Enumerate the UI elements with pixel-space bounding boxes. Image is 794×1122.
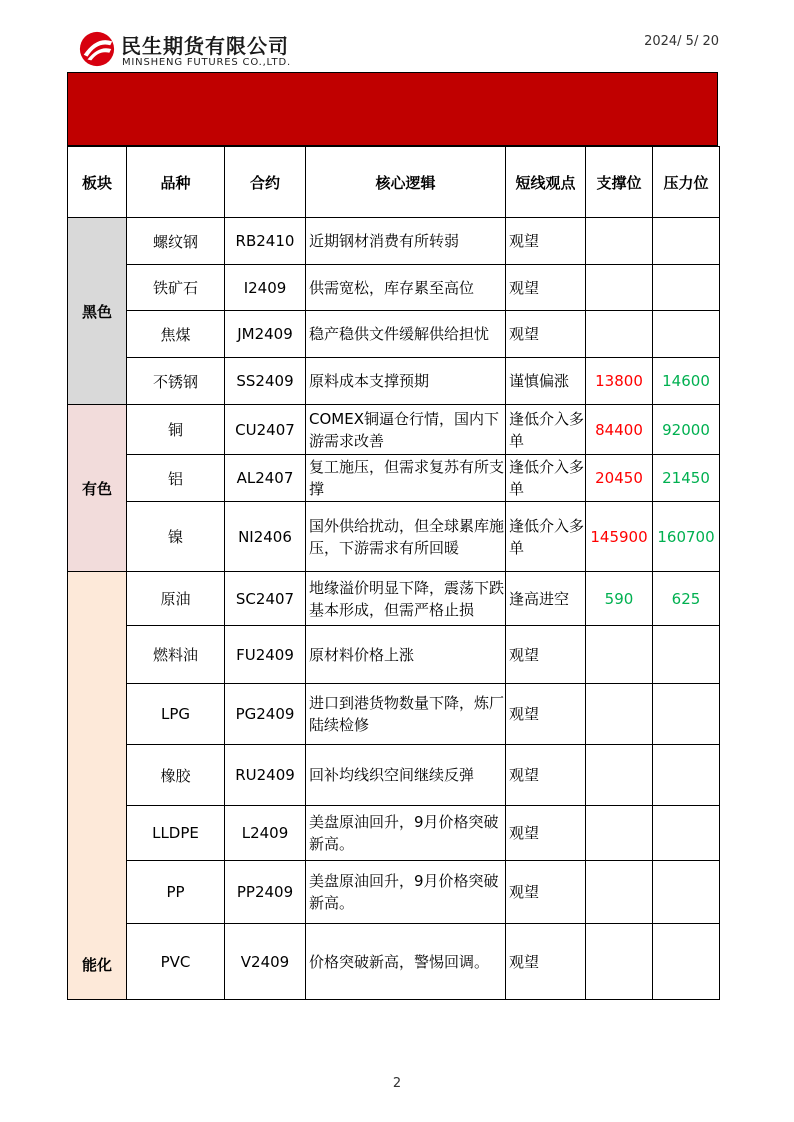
support-cell bbox=[586, 626, 653, 684]
table-row bbox=[68, 745, 720, 806]
logic-cell: 原材料价格上涨 bbox=[306, 626, 506, 684]
support-cell bbox=[586, 924, 653, 1000]
table-row bbox=[68, 311, 720, 358]
contract-cell: SC2407 bbox=[225, 572, 306, 626]
resistance-cell: 14600 bbox=[653, 358, 720, 405]
table-row bbox=[68, 684, 720, 745]
resistance-cell bbox=[653, 924, 720, 1000]
variety-cell: 铝 bbox=[127, 455, 225, 502]
resistance-cell: 21450 bbox=[653, 455, 720, 502]
view-cell: 观望 bbox=[506, 924, 586, 1000]
view-cell: 逢低介入多单 bbox=[506, 502, 586, 572]
logic-cell: 回补均线织空间继续反弹 bbox=[306, 745, 506, 806]
table-row bbox=[68, 626, 720, 684]
contract-cell: SS2409 bbox=[225, 358, 306, 405]
variety-cell: PP bbox=[127, 861, 225, 924]
contract-cell: FU2409 bbox=[225, 626, 306, 684]
contract-cell: NI2406 bbox=[225, 502, 306, 572]
logic-cell: COMEX铜逼仓行情，国内下游需求改善 bbox=[306, 405, 506, 455]
support-cell: 20450 bbox=[586, 455, 653, 502]
logic-cell: 稳产稳供文件缓解供给担忧 bbox=[306, 311, 506, 358]
page-number: 2 bbox=[392, 1076, 402, 1091]
view-cell: 观望 bbox=[506, 311, 586, 358]
variety-cell: LPG bbox=[127, 684, 225, 745]
support-cell bbox=[586, 684, 653, 745]
minsheng-logo-icon bbox=[78, 30, 116, 68]
resistance-cell: 625 bbox=[653, 572, 720, 626]
variety-cell: 不锈钢 bbox=[127, 358, 225, 405]
support-cell bbox=[586, 265, 653, 311]
table-row bbox=[68, 806, 720, 861]
support-cell bbox=[586, 745, 653, 806]
support-cell bbox=[586, 311, 653, 358]
logic-cell: 复工施压，但需求复苏有所支撑 bbox=[306, 455, 506, 502]
resistance-cell bbox=[653, 626, 720, 684]
variety-cell: 铜 bbox=[127, 405, 225, 455]
table-header-row bbox=[68, 147, 720, 218]
resistance-cell bbox=[653, 265, 720, 311]
view-cell: 观望 bbox=[506, 861, 586, 924]
logic-cell: 近期钢材消费有所转弱 bbox=[306, 218, 506, 265]
contract-cell: L2409 bbox=[225, 806, 306, 861]
view-cell: 观望 bbox=[506, 218, 586, 265]
variety-cell: 铁矿石 bbox=[127, 265, 225, 311]
company-name-en: MINSHENG FUTURES CO.,LTD. bbox=[122, 57, 291, 68]
sector-black: 黑色 bbox=[68, 218, 127, 405]
contract-cell: RB2410 bbox=[225, 218, 306, 265]
table-row bbox=[68, 218, 720, 265]
view-cell: 观望 bbox=[506, 745, 586, 806]
view-cell: 逢高进空 bbox=[506, 572, 586, 626]
red-banner bbox=[67, 72, 718, 146]
view-cell: 谨慎偏涨 bbox=[506, 358, 586, 405]
contract-cell: PG2409 bbox=[225, 684, 306, 745]
contract-cell: I2409 bbox=[225, 265, 306, 311]
column-header-support: 支撑位 bbox=[586, 147, 653, 218]
table-row bbox=[68, 358, 720, 405]
sector-energy-chem: 能化 bbox=[68, 572, 127, 1000]
table-row bbox=[68, 502, 720, 572]
view-cell: 观望 bbox=[506, 806, 586, 861]
variety-cell: 焦煤 bbox=[127, 311, 225, 358]
contract-cell: JM2409 bbox=[225, 311, 306, 358]
column-header-contract: 合约 bbox=[225, 147, 306, 218]
support-cell bbox=[586, 218, 653, 265]
view-cell: 观望 bbox=[506, 684, 586, 745]
support-cell: 590 bbox=[586, 572, 653, 626]
sector-nonferrous: 有色 bbox=[68, 405, 127, 572]
contract-cell: CU2407 bbox=[225, 405, 306, 455]
support-cell bbox=[586, 861, 653, 924]
table-row bbox=[68, 572, 720, 626]
variety-cell: 原油 bbox=[127, 572, 225, 626]
contract-cell: RU2409 bbox=[225, 745, 306, 806]
resistance-cell bbox=[653, 218, 720, 265]
logic-cell: 美盘原油回升，9月价格突破新高。 bbox=[306, 861, 506, 924]
variety-cell: 螺纹钢 bbox=[127, 218, 225, 265]
logic-cell: 原料成本支撑预期 bbox=[306, 358, 506, 405]
resistance-cell bbox=[653, 806, 720, 861]
variety-cell: 橡胶 bbox=[127, 745, 225, 806]
logic-cell: 进口到港货物数量下降，炼厂陆续检修 bbox=[306, 684, 506, 745]
resistance-cell bbox=[653, 861, 720, 924]
support-cell: 145900 bbox=[586, 502, 653, 572]
logic-cell: 美盘原油回升，9月价格突破新高。 bbox=[306, 806, 506, 861]
column-header-sector: 板块 bbox=[68, 147, 127, 218]
contract-cell: V2409 bbox=[225, 924, 306, 1000]
contract-cell: AL2407 bbox=[225, 455, 306, 502]
contract-cell: PP2409 bbox=[225, 861, 306, 924]
support-cell: 13800 bbox=[586, 358, 653, 405]
resistance-cell: 160700 bbox=[653, 502, 720, 572]
logic-cell: 地缘溢价明显下降，震荡下跌基本形成，但需严格止损 bbox=[306, 572, 506, 626]
page-header bbox=[78, 26, 728, 72]
view-cell: 逢低介入多单 bbox=[506, 455, 586, 502]
resistance-cell bbox=[653, 745, 720, 806]
support-cell bbox=[586, 806, 653, 861]
report-date: 2024/ 5/ 20 bbox=[644, 34, 719, 49]
table-row bbox=[68, 924, 720, 1000]
logic-cell: 国外供给扰动，但全球累库施压，下游需求有所回暖 bbox=[306, 502, 506, 572]
variety-cell: 镍 bbox=[127, 502, 225, 572]
logic-cell: 价格突破新高，警惕回调。 bbox=[306, 924, 506, 1000]
view-cell: 逢低介入多单 bbox=[506, 405, 586, 455]
resistance-cell: 92000 bbox=[653, 405, 720, 455]
column-header-logic: 核心逻辑 bbox=[306, 147, 506, 218]
logic-cell: 供需宽松，库存累至高位 bbox=[306, 265, 506, 311]
strategy-table bbox=[67, 146, 720, 1000]
support-cell: 84400 bbox=[586, 405, 653, 455]
column-header-variety: 品种 bbox=[127, 147, 225, 218]
table-row bbox=[68, 405, 720, 455]
table-row bbox=[68, 455, 720, 502]
resistance-cell bbox=[653, 684, 720, 745]
variety-cell: PVC bbox=[127, 924, 225, 1000]
company-name-cn: 民生期货有限公司 bbox=[121, 34, 289, 58]
column-header-view: 短线观点 bbox=[506, 147, 586, 218]
variety-cell: LLDPE bbox=[127, 806, 225, 861]
view-cell: 观望 bbox=[506, 265, 586, 311]
table-row bbox=[68, 265, 720, 311]
variety-cell: 燃料油 bbox=[127, 626, 225, 684]
resistance-cell bbox=[653, 311, 720, 358]
column-header-resistance: 压力位 bbox=[653, 147, 720, 218]
table-row bbox=[68, 861, 720, 924]
view-cell: 观望 bbox=[506, 626, 586, 684]
